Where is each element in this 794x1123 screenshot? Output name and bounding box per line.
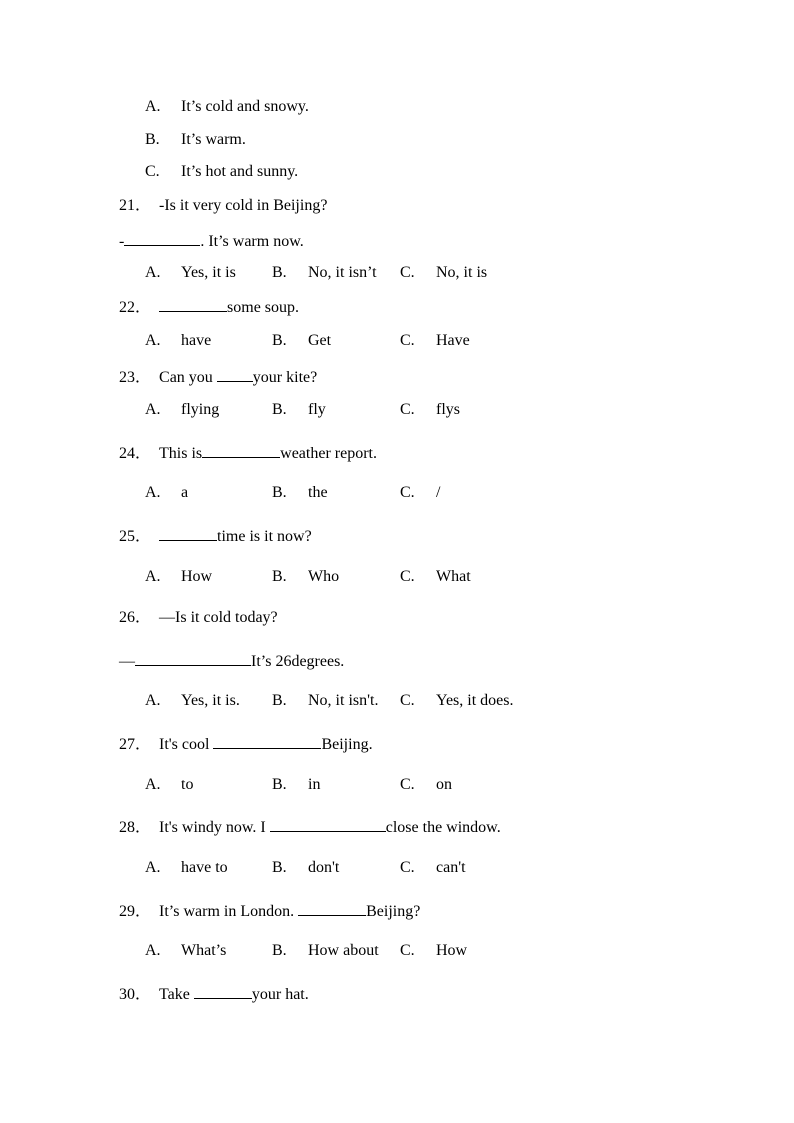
q26-option-a[interactable]: A. Yes, it is. xyxy=(145,692,240,709)
q27-stem: 27． It's cool Beijing. xyxy=(119,733,373,755)
q29-stem: 29． It’s warm in London. Beijing? xyxy=(119,900,420,922)
q21-stem: 21． -Is it very cold in Beijing? xyxy=(119,197,328,214)
q23-option-c[interactable]: C. flys xyxy=(400,401,460,418)
q22-option-a[interactable]: A. have xyxy=(145,332,212,349)
q24-option-b[interactable]: B. the xyxy=(272,484,328,501)
q23-answer-blank[interactable] xyxy=(217,366,253,382)
q27-option-c[interactable]: C. on xyxy=(400,776,452,793)
q26-answer-blank[interactable] xyxy=(135,650,251,666)
q24-answer-blank[interactable] xyxy=(202,442,280,458)
q22-answer-blank[interactable] xyxy=(159,296,227,312)
q25-option-a[interactable]: A. How xyxy=(145,568,213,585)
q24-option-c[interactable]: C. / xyxy=(400,484,441,501)
q20-option-b[interactable]: B. It’s warm. xyxy=(145,131,246,148)
q25-option-b[interactable]: B. Who xyxy=(272,568,340,585)
q24-stem: 24． This is weather report. xyxy=(119,442,377,464)
q29-option-c[interactable]: C. How xyxy=(400,942,468,959)
q24-option-a[interactable]: A. a xyxy=(145,484,189,501)
q23-option-a[interactable]: A. flying xyxy=(145,401,220,418)
q25-option-c[interactable]: C. What xyxy=(400,568,471,585)
q26-option-b[interactable]: B. No, it isn't. xyxy=(272,692,379,709)
q25-stem: 25． time is it now? xyxy=(119,525,312,547)
q30-answer-blank[interactable] xyxy=(194,983,252,999)
q29-option-a[interactable]: A. What’s xyxy=(145,942,227,959)
q27-option-b[interactable]: B. in xyxy=(272,776,321,793)
q29-answer-blank[interactable] xyxy=(298,900,366,916)
q23-option-b[interactable]: B. fly xyxy=(272,401,326,418)
q21-answer-blank[interactable] xyxy=(124,230,200,246)
q27-option-a[interactable]: A. to xyxy=(145,776,194,793)
q22-option-c[interactable]: C. Have xyxy=(400,332,470,349)
q28-option-a[interactable]: A. have to xyxy=(145,859,228,876)
q27-answer-blank[interactable] xyxy=(213,733,321,749)
q28-stem: 28． It's windy now. I close the window. xyxy=(119,816,501,838)
q30-stem: 30． Take your hat. xyxy=(119,983,309,1005)
q22-stem: 22． some soup. xyxy=(119,296,299,318)
q28-option-c[interactable]: C. can't xyxy=(400,859,466,876)
q28-option-b[interactable]: B. don't xyxy=(272,859,340,876)
q20-option-a[interactable]: A. It’s cold and snowy. xyxy=(145,98,309,115)
q29-option-b[interactable]: B. How about xyxy=(272,942,379,959)
q26-option-c[interactable]: C. Yes, it does. xyxy=(400,692,514,709)
q26-reply: — It’s 26degrees. xyxy=(119,650,344,672)
q20-option-c[interactable]: C. It’s hot and sunny. xyxy=(145,163,299,180)
q26-stem: 26． —Is it cold today? xyxy=(119,609,278,626)
q28-answer-blank[interactable] xyxy=(270,816,386,832)
q23-stem: 23． Can you your kite? xyxy=(119,366,317,388)
q21-option-b[interactable]: B. No, it isn’t xyxy=(272,264,377,281)
q25-answer-blank[interactable] xyxy=(159,525,217,541)
q21-reply: - . It’s warm now. xyxy=(119,230,304,252)
q22-option-b[interactable]: B. Get xyxy=(272,332,332,349)
q21-option-a[interactable]: A. Yes, it is xyxy=(145,264,236,281)
q21-option-c[interactable]: C. No, it is xyxy=(400,264,488,281)
